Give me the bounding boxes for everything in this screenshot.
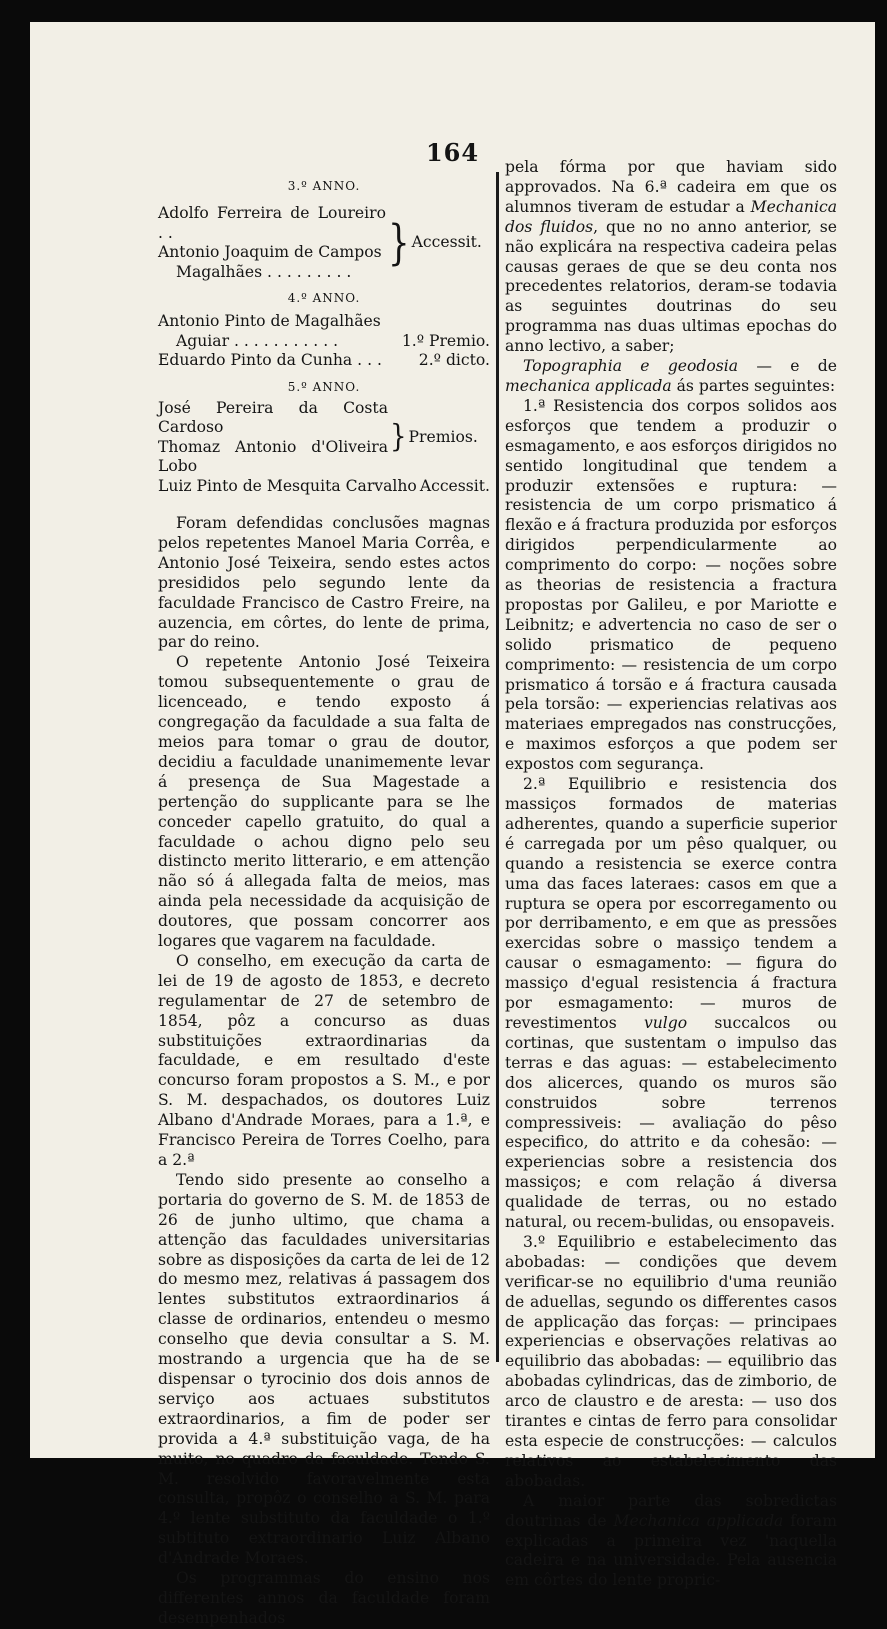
awardee-name: Aguiar . . . . . . . . . . . xyxy=(176,331,339,350)
section-heading-3-anno: 3.º ANNO. xyxy=(287,179,361,193)
paragraph: 3.º Equilibrio e estabelecimento das abobadas: — condições que devem verificar-se no equilibrio d'uma reunião de aduellas, segundo os differentes casos de applicação das forças: — principaes experiencias e observações relativas ao equilibrio das abobadas: — equilibrio das abobadas cylindricas, das de zimborio, de arco de claustro e de aresta: — uso dos tirantes e cintas de ferro para consolidar esta especie de construcções: — calculos relativos ao estabelecimento das abobadas. xyxy=(505,1232,837,1490)
text-run: 2.ª Equilibrio e resistencia dos massiços formados de materias adherentes, quando a superficie superior é carregada por um pêso qualquer, ou quando a resistencia se exerce contra uma das faces lateraes: casos em que a ruptura se opera por escorregamento ou por derribamento, e em que as pressões exercidas sobre o massiço tendem a causar o esmagamento: — figura do massiço d'egual resistencia á fractura por esmagamento: — muros de revestimentos xyxy=(505,775,837,1032)
text-run: — e de xyxy=(738,357,838,376)
section-heading-5-anno: 5.º ANNO. xyxy=(287,379,361,394)
awardee-name: Antonio Joaquim de Campos xyxy=(158,243,382,261)
paragraph: Foram defendidas conclusões magnas pelos repetentes Manoel Maria Corrêa, e Antonio José Teixeira, sendo estes actos presididos pelo segundo lente da faculdade Francisco de Castro Freire, na auzencia, em côrtes, do lente de prima, par do reino. xyxy=(158,514,490,652)
awardee-name: Thomaz Antonio d'Oliveira Lobo xyxy=(158,437,388,475)
text-run: pela fórma por que haviam sido approvados. Na 6.ª cadeira em que os alumnos tiveram de estudar a xyxy=(505,158,837,216)
paragraph xyxy=(505,1492,837,1592)
scanned-page xyxy=(30,22,875,1627)
italic-term: mechanica applicada xyxy=(505,376,672,395)
award-label: 1.º Premio. xyxy=(401,331,490,350)
italic-term: Topographia e geodosia xyxy=(523,357,739,376)
awards-4-anno xyxy=(158,312,490,371)
italic-term: Mechanica dos fluidos xyxy=(505,197,837,236)
paragraph xyxy=(505,357,837,397)
text-run: foram explicadas a primeira vez 'naquella cadeira e na universidade. Pela ausencia em côrtes do lente propric- xyxy=(505,1511,837,1590)
paragraph xyxy=(505,775,837,1233)
text-run: , que no no anno anterior, se não explicára na respectiva cadeira pelas causas geraes de que se deu conta nos precedentes relatorios, deram-se todavia as seguintes doutrinas do seu programma nas duas ultimas epochas do anno lectivo, a saber; xyxy=(505,217,837,356)
awardee-name: Eduardo Pinto da Cunha . . . xyxy=(158,351,382,369)
awardee-name: Adolfo Ferreira de Loureiro . . xyxy=(158,204,386,242)
brace-symbol: } xyxy=(390,419,407,456)
awards-3-anno xyxy=(158,204,490,282)
page-number: 164 xyxy=(425,138,480,167)
paragraph: Tendo sido presente ao conselho a portaria do governo de S. M. de 1853 de 26 de junho ultimo, que chama a attenção das faculdades universitarias sobre as disposições da carta de lei de 12 do mesmo mez, relativas á passagem dos lentes substitutos extraordinarios á classe de ordinarios, entendeu o mesmo conselho que devia consultar a S. M. mostrando a urgencia que ha de se dispensar o tyrocinio dos dois annos de serviço aos actuaes substitutos extraordinarios, a fim de poder ser provida a 4.ª substituição vaga, de ha muito, no quadro da faculdade. Tendo S. M. resolvido favoravelmente esta consulta, propôz o conselho a S. M. para 4.º lente substituto da faculdade o 1.º subtituto extraordinario Luiz Albano d'Andrade Moraes. xyxy=(158,1170,490,1568)
text-run: A maior parte das sobredictas doutrinas de xyxy=(505,1491,837,1530)
paragraph: O repetente Antonio José Teixeira tomou subsequentemente o grau de licenceado, e tendo exposto á congregação da faculdade a sua falta de meios para tomar o grau de doutor, decidiu a faculdade unanimemente levar á presença de Sua Magestade a pertenção do supplicante para se lhe conceder capello gratuito, do qual a faculdade o achou digno pelo seu distincto merito litterario, e em attenção não só á allegada falta de meios, mas ainda pela necessidade da acquisição de doutores, que possam concorrer aos logares que vagarem na faculdade. xyxy=(158,653,490,951)
column-divider xyxy=(496,172,499,1362)
italic-term: vulgo xyxy=(643,1013,688,1032)
paragraph: 1.ª Resistencia dos corpos solidos aos esforços que tendem a produzir o esmagamento, e aos esforços dirigidos no sentido longitudinal que tendem a produzir extensões e ruptura: — resistencia de um corpo prismatico á flexão e á fractura produzida por esforços dirigidos perpendicularmente ao comprimento do corpo: — noções sobre as theorias de resistencia a fractura propostas por Galileu, e por Mariotte e Leibnitz; e advertencia no caso de ser o solido prismatico de pequeno comprimento: — resistencia de um corpo prismatico á torsão e á fractura causada pela torsão: — experiencias relativas aos materiaes empregados nas construcções, e maximos esforços a que podem ser expostos com segurança. xyxy=(505,396,837,774)
paragraph: Os programmas do ensino nos differentes annos da faculdade foram desempenhados xyxy=(158,1569,490,1627)
section-heading-4-anno: 4.º ANNO. xyxy=(287,291,361,305)
awards-5-anno xyxy=(158,399,490,477)
award-label: 2.º dicto. xyxy=(418,351,490,369)
awardee-name: José Pereira da Costa Cardoso xyxy=(158,398,388,436)
award-label: Accessit. xyxy=(419,476,490,495)
left-column xyxy=(158,174,490,1629)
awardee-name: Magalhães . . . . . . . . . xyxy=(176,262,352,281)
right-column xyxy=(505,158,837,1591)
paragraph: O conselho, em execução da carta de lei de 19 de agosto de 1853, e decreto regulamentar de 27 de setembro de 1854, pôz a concurso as duas substituições extraordinarias da faculdade, e em resultado d'este concurso foram propostos a S. M., e por S. M. despachados, os doutores Luiz Albano d'Andrade Moraes, para a 1.ª, e Francisco Pereira de Torres Coelho, para a 2.ª xyxy=(158,951,490,1169)
award-label: Premios. xyxy=(408,427,478,446)
award-label: Accessit. xyxy=(411,233,482,252)
awards-5-anno-last xyxy=(158,477,490,497)
text-run: ás partes seguintes: xyxy=(671,376,836,395)
italic-term: Mechanica applicada xyxy=(613,1511,784,1530)
text-run: succalcos ou cortinas, que sustentam o impulso das terras e das aguas: — estabelecimento dos alicerces, quando os muros são construidos sobre terrenos compressiveis: — avaliação do pêso especifico, do attrito e da cohesão: — experiencias sobre a resistencia dos massiços; e com relação á diversa qualidade de terras, ou no estado natural, ou recem-bulidas, ou ensopaveis. xyxy=(505,1013,837,1232)
awardee-name: Luiz Pinto de Mesquita Carvalho xyxy=(158,476,417,495)
awardee-name: Antonio Pinto de Magalhães xyxy=(158,312,381,330)
award-label xyxy=(396,312,490,332)
paragraph xyxy=(505,158,837,357)
brace-symbol: } xyxy=(388,215,410,271)
spacer xyxy=(158,496,490,514)
